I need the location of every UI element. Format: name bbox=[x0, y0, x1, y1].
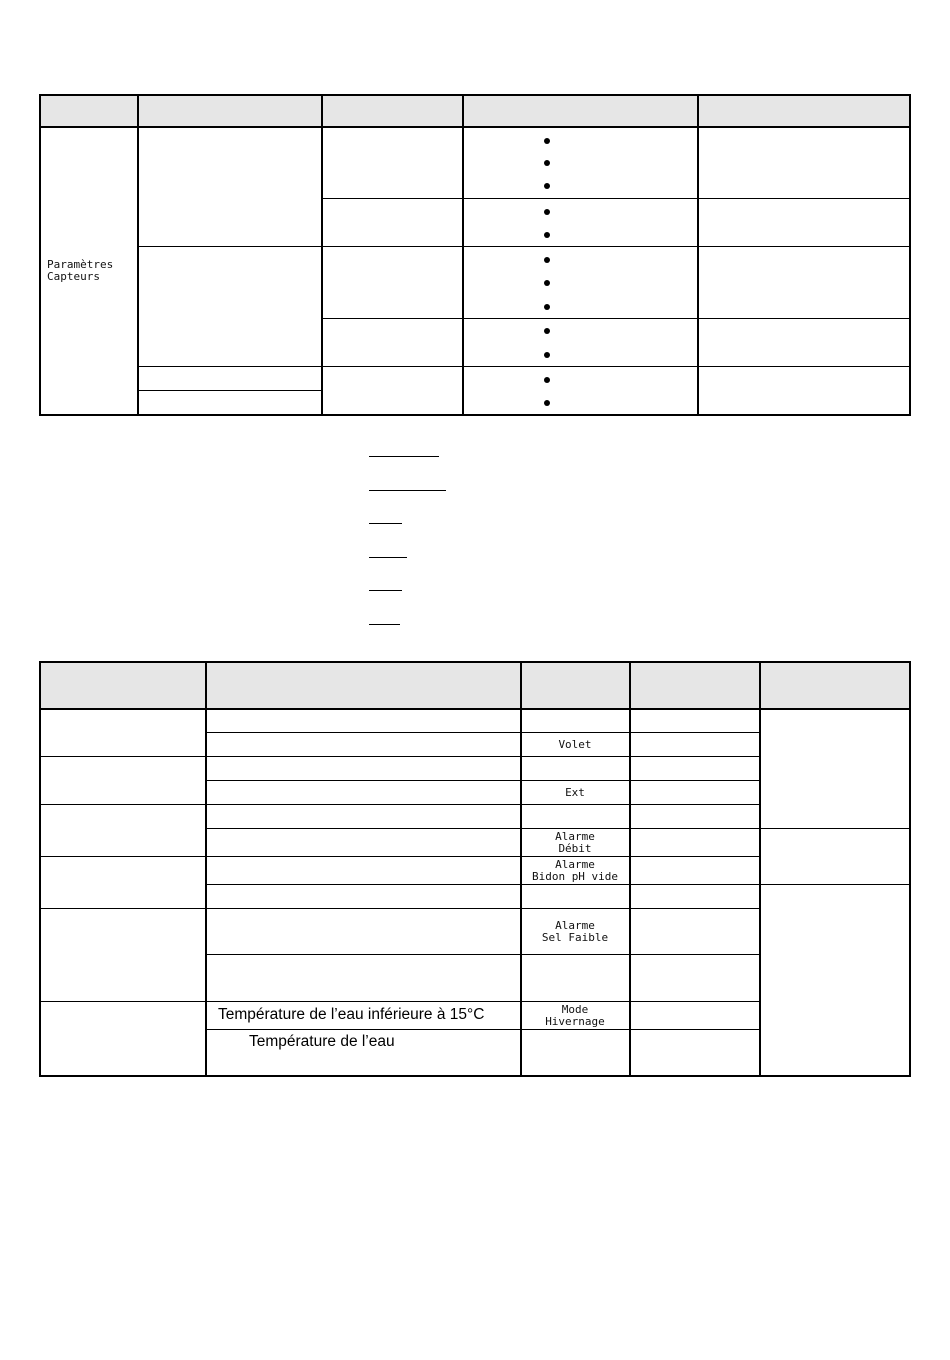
table1-row-line bbox=[138, 246, 910, 247]
underline-mark bbox=[369, 624, 400, 625]
list-bullet bbox=[544, 280, 550, 286]
table2-col-line bbox=[205, 661, 207, 1077]
table2-row-line bbox=[206, 780, 760, 781]
table1-col-line bbox=[137, 94, 139, 416]
table2-border bbox=[39, 661, 911, 663]
alarm-label-ext: Ext bbox=[565, 786, 585, 799]
underline-mark bbox=[369, 456, 439, 457]
table2-row-line bbox=[206, 732, 760, 733]
list-bullet bbox=[544, 400, 550, 406]
table2-row-line bbox=[206, 884, 760, 885]
table2-col-line bbox=[759, 661, 761, 1077]
table1-col-line bbox=[321, 94, 323, 416]
list-bullet bbox=[544, 304, 550, 310]
condition-temp-water: Température de l’eau bbox=[249, 1033, 395, 1050]
underline-mark bbox=[369, 557, 407, 558]
table2-border bbox=[39, 708, 911, 710]
table1-row-line bbox=[138, 390, 322, 391]
table2-col5-line bbox=[760, 884, 910, 885]
table2-row-line bbox=[206, 828, 760, 829]
table2-group-line bbox=[40, 1001, 760, 1002]
list-bullet bbox=[544, 377, 550, 383]
table1-row-line bbox=[322, 318, 910, 319]
table1-border bbox=[39, 94, 41, 416]
alarm-label-volet: Volet bbox=[558, 738, 592, 751]
list-bullet bbox=[544, 352, 550, 358]
list-bullet bbox=[544, 209, 550, 215]
table2-group-line bbox=[40, 856, 760, 857]
table1-border bbox=[39, 126, 911, 128]
list-bullet bbox=[544, 183, 550, 189]
table1-col-line bbox=[462, 94, 464, 416]
table2-group-line bbox=[40, 908, 760, 909]
mode-label-hivernage: Mode Hivernage bbox=[545, 1003, 605, 1028]
alarm-label-debit: Alarme Débit bbox=[555, 830, 595, 855]
table2-group-line bbox=[40, 804, 760, 805]
list-bullet bbox=[544, 160, 550, 166]
alarm-label-sel-faible: Alarme Sel Faible bbox=[541, 919, 609, 944]
table1-border bbox=[909, 94, 911, 416]
table2-group-line bbox=[40, 756, 760, 757]
table2-row-line bbox=[206, 1029, 760, 1030]
table1-border bbox=[39, 94, 911, 96]
table2-border bbox=[39, 1075, 911, 1077]
table2-border bbox=[909, 661, 911, 1077]
list-bullet bbox=[544, 232, 550, 238]
table1-header-row bbox=[40, 95, 910, 126]
table2-col5-line bbox=[760, 828, 910, 829]
table2-row-line bbox=[206, 954, 760, 955]
list-bullet bbox=[544, 138, 550, 144]
table2-header-row bbox=[40, 662, 910, 708]
underline-mark bbox=[369, 523, 402, 524]
table1-row-line bbox=[138, 366, 910, 367]
underline-mark bbox=[369, 590, 402, 591]
list-bullet bbox=[544, 328, 550, 334]
row-label-parametres-capteurs: Paramètres Capteurs bbox=[47, 258, 114, 283]
alarm-label-bidon-ph: Alarme Bidon pH vide bbox=[531, 858, 619, 883]
table1-col-line bbox=[697, 94, 699, 416]
condition-temp-below-15: Température de l’eau inférieure à 15°C bbox=[218, 1006, 485, 1023]
table2-col-line bbox=[629, 661, 631, 1077]
table1-border bbox=[39, 414, 911, 416]
table1-row-line bbox=[322, 198, 910, 199]
list-bullet bbox=[544, 257, 550, 263]
table2-border bbox=[39, 661, 41, 1077]
underline-mark bbox=[369, 490, 446, 491]
